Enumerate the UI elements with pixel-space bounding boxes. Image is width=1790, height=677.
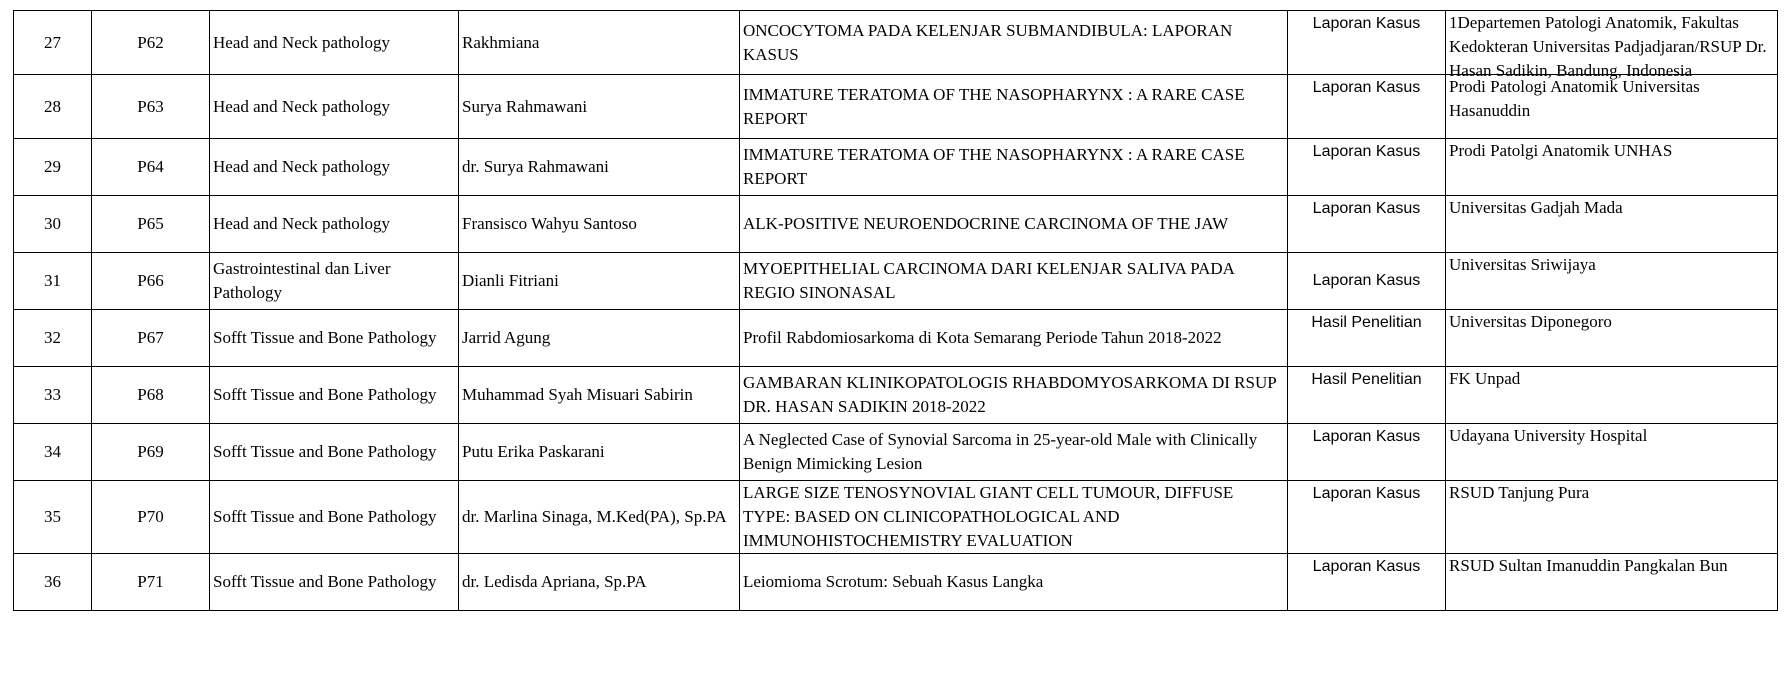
category-cell [210, 11, 459, 75]
type-cell [1288, 253, 1446, 310]
institution-text: RSUD Sultan Imanuddin Pangkalan Bun [1449, 556, 1728, 575]
row-number-cell [14, 139, 92, 196]
category-text: Sofft Tissue and Bone Pathology [213, 507, 437, 526]
type-text: Laporan Kasus [1312, 272, 1421, 289]
type-cell [1288, 310, 1446, 367]
type-cell [1288, 196, 1446, 253]
abstract-code-text: P70 [137, 507, 164, 526]
author-text: Putu Erika Paskarani [462, 442, 605, 461]
title-cell [740, 75, 1288, 139]
type-cell [1288, 554, 1446, 611]
institution-cell [1446, 481, 1778, 554]
table-row [14, 554, 1778, 611]
abstract-code-cell [92, 554, 210, 611]
row-number-cell [14, 11, 92, 75]
category-cell [210, 481, 459, 554]
type-cell [1288, 367, 1446, 424]
category-cell [210, 253, 459, 310]
type-text: Laporan Kasus [1312, 15, 1421, 32]
author-cell [459, 75, 740, 139]
table-row [14, 196, 1778, 253]
title-text: IMMATURE TERATOMA OF THE NASOPHARYNX : A RARE CASE REPORT [743, 145, 1245, 188]
row-number-cell [14, 196, 92, 253]
institution-cell [1446, 196, 1778, 253]
category-cell [210, 75, 459, 139]
institution-cell [1446, 253, 1778, 310]
author-text: Fransisco Wahyu Santoso [462, 214, 637, 233]
row-number-cell [14, 424, 92, 481]
row-number-text: 35 [44, 507, 61, 526]
title-cell [740, 310, 1288, 367]
abstract-code-text: P62 [137, 32, 164, 52]
row-number-text: 29 [44, 157, 61, 176]
author-text: Surya Rahmawani [462, 96, 588, 116]
abstract-code-cell [92, 75, 210, 139]
abstract-code-text: P63 [137, 96, 164, 116]
type-cell [1288, 11, 1446, 75]
table-row [14, 424, 1778, 481]
category-cell [210, 424, 459, 481]
table-row [14, 310, 1778, 367]
institution-cell [1446, 554, 1778, 611]
category-text: Head and Neck pathology [213, 214, 391, 233]
category-cell [210, 367, 459, 424]
author-cell [459, 139, 740, 196]
author-text: Dianli Fitriani [462, 271, 559, 290]
row-number-text: 36 [44, 572, 61, 591]
type-cell [1288, 139, 1446, 196]
institution-text: Prodi Patolgi Anatomik UNHAS [1449, 141, 1673, 160]
author-cell [459, 253, 740, 310]
abstract-code-text: P66 [137, 271, 164, 290]
author-cell [459, 11, 740, 75]
abstract-code-text: P65 [137, 214, 164, 233]
title-cell [740, 196, 1288, 253]
type-text: Laporan Kasus [1312, 485, 1421, 502]
author-text: Muhammad Syah Misuari Sabirin [462, 385, 693, 404]
title-text: A Neglected Case of Synovial Sarcoma in 25-year-old Male with Clinically Benign Mimicking Lesion [743, 430, 1258, 473]
type-cell [1288, 75, 1446, 139]
institution-cell [1446, 11, 1778, 80]
row-number-text: 30 [44, 214, 61, 233]
abstract-code-text: P64 [137, 157, 164, 176]
type-text: Laporan Kasus [1312, 200, 1421, 217]
institution-cell [1446, 424, 1778, 481]
type-text: Hasil Penelitian [1311, 371, 1422, 388]
row-number-text: 33 [44, 385, 61, 404]
title-text: MYOEPITHELIAL CARCINOMA DARI KELENJAR SALIVA PADA REGIO SINONASAL [743, 259, 1234, 302]
author-text: dr. Surya Rahmawani [462, 157, 609, 176]
category-text: Sofft Tissue and Bone Pathology [213, 385, 437, 404]
category-cell [210, 310, 459, 367]
category-text: Head and Neck pathology [213, 157, 391, 176]
title-cell [740, 139, 1288, 196]
institution-text: 1Departemen Patologi Anatomik, Fakultas Kedokteran Universitas Padjadjaran/RSUP Dr. Hasan Sadikin, Bandung, Indonesia [1449, 13, 1767, 80]
type-text: Laporan Kasus [1312, 558, 1421, 575]
institution-text: Universitas Gadjah Mada [1449, 198, 1623, 217]
table-row [14, 481, 1778, 554]
abstract-code-cell [92, 367, 210, 424]
institution-cell [1446, 139, 1778, 196]
abstract-code-cell [92, 424, 210, 481]
title-cell [740, 554, 1288, 611]
title-text: GAMBARAN KLINIKOPATOLOGIS RHABDOMYOSARKOMA DI RSUP DR. HASAN SADIKIN 2018-2022 [743, 373, 1277, 416]
category-text: Sofft Tissue and Bone Pathology [213, 328, 437, 347]
category-text: Head and Neck pathology [213, 96, 391, 116]
institution-text: FK Unpad [1449, 369, 1521, 388]
institution-cell [1446, 75, 1778, 139]
abstract-code-text: P71 [137, 572, 164, 591]
author-text: dr. Marlina Sinaga, M.Ked(PA), Sp.PA [462, 507, 727, 526]
type-cell [1288, 424, 1446, 481]
institution-text: Universitas Sriwijaya [1449, 255, 1596, 274]
title-cell [740, 481, 1288, 554]
type-text: Laporan Kasus [1312, 143, 1421, 160]
table-row [14, 367, 1778, 424]
category-text: Gastrointestinal dan Liver Pathology [213, 259, 391, 302]
author-cell [459, 481, 740, 554]
institution-cell [1446, 367, 1778, 424]
abstract-code-cell [92, 196, 210, 253]
row-number-text: 31 [44, 271, 61, 290]
institution-text: Universitas Diponegoro [1449, 312, 1612, 331]
table-row [14, 139, 1778, 196]
title-text: Profil Rabdomiosarkoma di Kota Semarang Periode Tahun 2018-2022 [743, 328, 1222, 347]
institution-text: Prodi Patologi Anatomik Universitas Hasanuddin [1449, 77, 1700, 120]
category-text: Head and Neck pathology [213, 32, 391, 52]
abstract-code-text: P69 [137, 442, 164, 461]
table-row [14, 253, 1778, 310]
author-cell [459, 367, 740, 424]
author-cell [459, 196, 740, 253]
institution-cell [1446, 310, 1778, 367]
category-cell [210, 554, 459, 611]
title-text: ONCOCYTOMA PADA KELENJAR SUBMANDIBULA: LAPORAN KASUS [743, 20, 1233, 64]
abstract-code-cell [92, 139, 210, 196]
row-number-cell [14, 75, 92, 139]
institution-text: RSUD Tanjung Pura [1449, 483, 1590, 502]
category-text: Sofft Tissue and Bone Pathology [213, 572, 437, 591]
abstract-code-cell [92, 310, 210, 367]
title-text: Leiomioma Scrotum: Sebuah Kasus Langka [743, 572, 1044, 591]
type-text: Laporan Kasus [1312, 428, 1421, 445]
row-number-cell [14, 310, 92, 367]
table-row [14, 11, 1778, 75]
title-text: ALK-POSITIVE NEUROENDOCRINE CARCINOMA OF THE JAW [743, 214, 1229, 233]
category-cell [210, 139, 459, 196]
row-number-text: 27 [44, 32, 61, 52]
type-text: Laporan Kasus [1312, 79, 1421, 96]
title-text: IMMATURE TERATOMA OF THE NASOPHARYNX : A RARE CASE REPORT [743, 84, 1245, 128]
row-number-text: 32 [44, 328, 61, 347]
row-number-text: 34 [44, 442, 61, 461]
category-text: Sofft Tissue and Bone Pathology [213, 442, 437, 461]
abstract-table [13, 10, 1778, 611]
abstract-code-cell [92, 253, 210, 310]
row-number-cell [14, 554, 92, 611]
title-text: LARGE SIZE TENOSYNOVIAL GIANT CELL TUMOUR, DIFFUSE TYPE: BASED ON CLINICOPATHOLOGICAL AND IMMUNOHISTOCHEMISTRY EVALUATION [743, 483, 1234, 550]
author-text: Jarrid Agung [462, 328, 551, 347]
author-cell [459, 310, 740, 367]
abstract-code-cell [92, 481, 210, 554]
table-row [14, 75, 1778, 139]
table-body [14, 11, 1778, 611]
author-cell [459, 424, 740, 481]
type-cell [1288, 481, 1446, 554]
institution-text: Udayana University Hospital [1449, 426, 1648, 445]
title-cell [740, 11, 1288, 75]
row-number-text: 28 [44, 96, 61, 116]
author-cell [459, 554, 740, 611]
category-cell [210, 196, 459, 253]
row-number-cell [14, 367, 92, 424]
title-cell [740, 253, 1288, 310]
title-cell [740, 424, 1288, 481]
author-text: Rakhmiana [462, 32, 540, 52]
abstract-code-text: P67 [137, 328, 164, 347]
type-text: Hasil Penelitian [1311, 314, 1422, 331]
row-number-cell [14, 481, 92, 554]
abstract-code-text: P68 [137, 385, 164, 404]
row-number-cell [14, 253, 92, 310]
abstract-code-cell [92, 11, 210, 75]
title-cell [740, 367, 1288, 424]
author-text: dr. Ledisda Apriana, Sp.PA [462, 572, 647, 591]
